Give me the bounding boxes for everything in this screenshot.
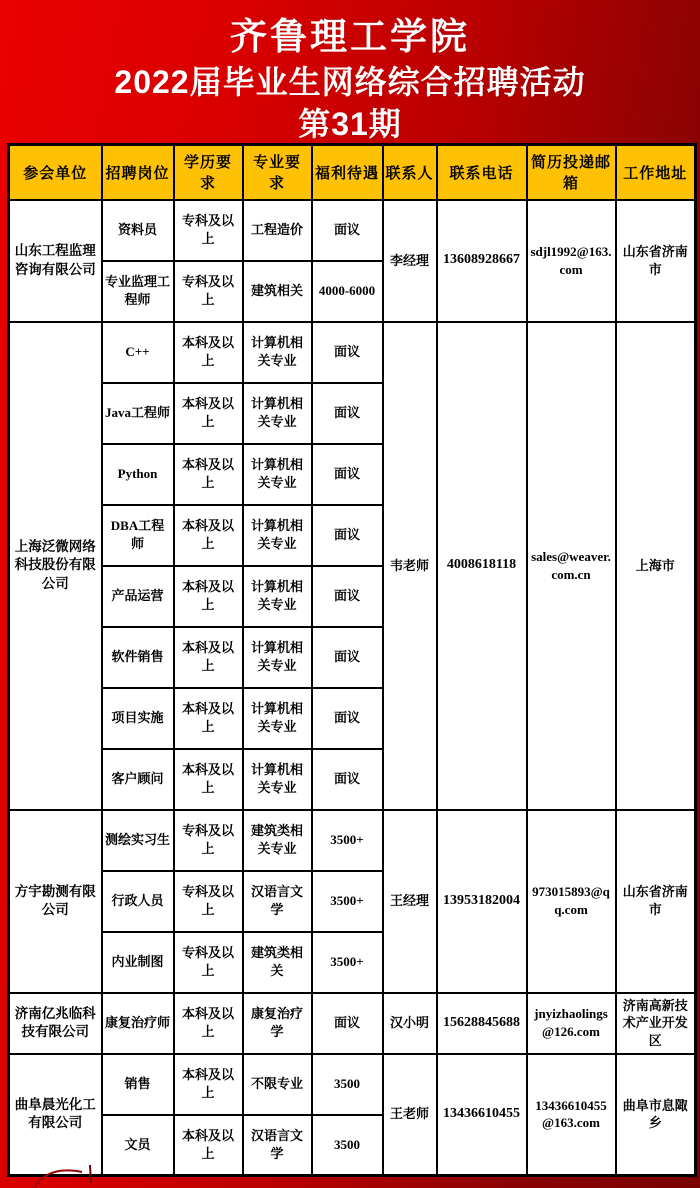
major-cell: 计算机相关专业: [243, 749, 312, 810]
page-title: 齐鲁理工学院: [230, 16, 470, 57]
position-title-cell: 产品运营: [102, 566, 174, 627]
column-header-4: 专业要求: [243, 145, 312, 200]
education-cell: 专科及以上: [174, 200, 243, 261]
position-title-cell: 行政人员: [102, 871, 174, 932]
major-cell: 计算机相关专业: [243, 566, 312, 627]
contact-name-cell: 王经理: [383, 810, 437, 993]
issue-number: 第31期: [298, 106, 402, 142]
education-cell: 专科及以上: [174, 810, 243, 871]
email-cell: sales@weaver.com.cn: [527, 322, 616, 810]
email-cell: 13436610455@163.com: [527, 1054, 616, 1176]
major-cell: 计算机相关专业: [243, 688, 312, 749]
education-cell: 本科及以上: [174, 505, 243, 566]
company-name-cell: 济南亿兆临科技有限公司: [9, 993, 102, 1054]
position-title-cell: C++: [102, 322, 174, 383]
salary-cell: 3500: [312, 1115, 383, 1176]
major-cell: 计算机相关专业: [243, 322, 312, 383]
phone-cell: 13608928667: [437, 200, 527, 322]
phone-cell: 15628845688: [437, 993, 527, 1054]
contact-name-cell: 李经理: [383, 200, 437, 322]
major-cell: 计算机相关专业: [243, 627, 312, 688]
major-cell: 计算机相关专业: [243, 505, 312, 566]
email-cell: 973015893@qq.com: [527, 810, 616, 993]
contact-name-cell: 韦老师: [383, 322, 437, 810]
major-cell: 建筑类相关专业: [243, 810, 312, 871]
education-cell: 本科及以上: [174, 749, 243, 810]
table-row: [9, 810, 696, 871]
education-cell: 专科及以上: [174, 261, 243, 322]
major-cell: 康复治疗学: [243, 993, 312, 1054]
education-cell: 本科及以上: [174, 444, 243, 505]
table-header-row: [9, 145, 696, 200]
column-header-6: 联系人: [383, 145, 437, 200]
table-row: [9, 1054, 696, 1115]
education-cell: 本科及以上: [174, 1115, 243, 1176]
position-title-cell: Python: [102, 444, 174, 505]
salary-cell: 面议: [312, 444, 383, 505]
major-cell: 汉语言文学: [243, 871, 312, 932]
company-name-cell: 曲阜晨光化工有限公司: [9, 1054, 102, 1176]
education-cell: 本科及以上: [174, 993, 243, 1054]
job-listings-table: [7, 143, 697, 1177]
education-cell: 本科及以上: [174, 627, 243, 688]
education-cell: 本科及以上: [174, 566, 243, 627]
major-cell: 计算机相关专业: [243, 444, 312, 505]
column-header-1: 参会单位: [9, 145, 102, 200]
education-cell: 本科及以上: [174, 383, 243, 444]
position-title-cell: 销售: [102, 1054, 174, 1115]
salary-cell: 面议: [312, 993, 383, 1054]
salary-cell: 面议: [312, 200, 383, 261]
position-title-cell: 康复治疗师: [102, 993, 174, 1054]
major-cell: 建筑类相关: [243, 932, 312, 993]
salary-cell: 面议: [312, 749, 383, 810]
major-cell: 不限专业: [243, 1054, 312, 1115]
address-cell: 曲阜市息陬乡: [616, 1054, 696, 1176]
education-cell: 本科及以上: [174, 688, 243, 749]
salary-cell: 3500+: [312, 810, 383, 871]
column-header-5: 福利待遇: [312, 145, 383, 200]
column-header-3: 学历要求: [174, 145, 243, 200]
position-title-cell: DBA工程师: [102, 505, 174, 566]
education-cell: 专科及以上: [174, 932, 243, 993]
major-cell: 计算机相关专业: [243, 383, 312, 444]
position-title-cell: 软件销售: [102, 627, 174, 688]
position-title-cell: 客户顾问: [102, 749, 174, 810]
phone-cell: 13953182004: [437, 810, 527, 993]
salary-cell: 面议: [312, 566, 383, 627]
address-cell: 济南高新技术产业开发区: [616, 993, 696, 1054]
salary-cell: 3500+: [312, 871, 383, 932]
address-cell: 上海市: [616, 322, 696, 810]
salary-cell: 3500: [312, 1054, 383, 1115]
company-name-cell: 山东工程监理咨询有限公司: [9, 200, 102, 322]
position-title-cell: 文员: [102, 1115, 174, 1176]
table-row: [9, 993, 696, 1054]
column-header-9: 工作地址: [616, 145, 696, 200]
salary-cell: 面议: [312, 627, 383, 688]
position-title-cell: Java工程师: [102, 383, 174, 444]
contact-name-cell: 王老师: [383, 1054, 437, 1176]
column-header-7: 联系电话: [437, 145, 527, 200]
address-cell: 山东省济南市: [616, 200, 696, 322]
company-name-cell: 方宇勘测有限公司: [9, 810, 102, 993]
position-title-cell: 内业制图: [102, 932, 174, 993]
education-cell: 本科及以上: [174, 1054, 243, 1115]
decorative-curve: [30, 1163, 100, 1188]
education-cell: 专科及以上: [174, 871, 243, 932]
position-title-cell: 专业监理工程师: [102, 261, 174, 322]
email-cell: sdjl1992@163.com: [527, 200, 616, 322]
phone-cell: 13436610455: [437, 1054, 527, 1176]
salary-cell: 3500+: [312, 932, 383, 993]
salary-cell: 面议: [312, 383, 383, 444]
event-subtitle: 2022届毕业生网络综合招聘活动: [114, 64, 586, 100]
phone-cell: 4008618118: [437, 322, 527, 810]
address-cell: 山东省济南市: [616, 810, 696, 993]
poster-header: [0, 14, 700, 144]
major-cell: 汉语言文学: [243, 1115, 312, 1176]
major-cell: 建筑相关: [243, 261, 312, 322]
email-cell: jnyizhaolings@126.com: [527, 993, 616, 1054]
company-name-cell: 上海泛微网络科技股份有限公司: [9, 322, 102, 810]
salary-cell: 面议: [312, 505, 383, 566]
position-title-cell: 测绘实习生: [102, 810, 174, 871]
contact-name-cell: 汉小明: [383, 993, 437, 1054]
column-header-8: 简历投递邮箱: [527, 145, 616, 200]
table-row: [9, 322, 696, 383]
position-title-cell: 项目实施: [102, 688, 174, 749]
salary-cell: 4000-6000: [312, 261, 383, 322]
major-cell: 工程造价: [243, 200, 312, 261]
education-cell: 本科及以上: [174, 322, 243, 383]
column-header-2: 招聘岗位: [102, 145, 174, 200]
table-row: [9, 200, 696, 261]
position-title-cell: 资料员: [102, 200, 174, 261]
table-body: [9, 200, 696, 1176]
salary-cell: 面议: [312, 322, 383, 383]
salary-cell: 面议: [312, 688, 383, 749]
